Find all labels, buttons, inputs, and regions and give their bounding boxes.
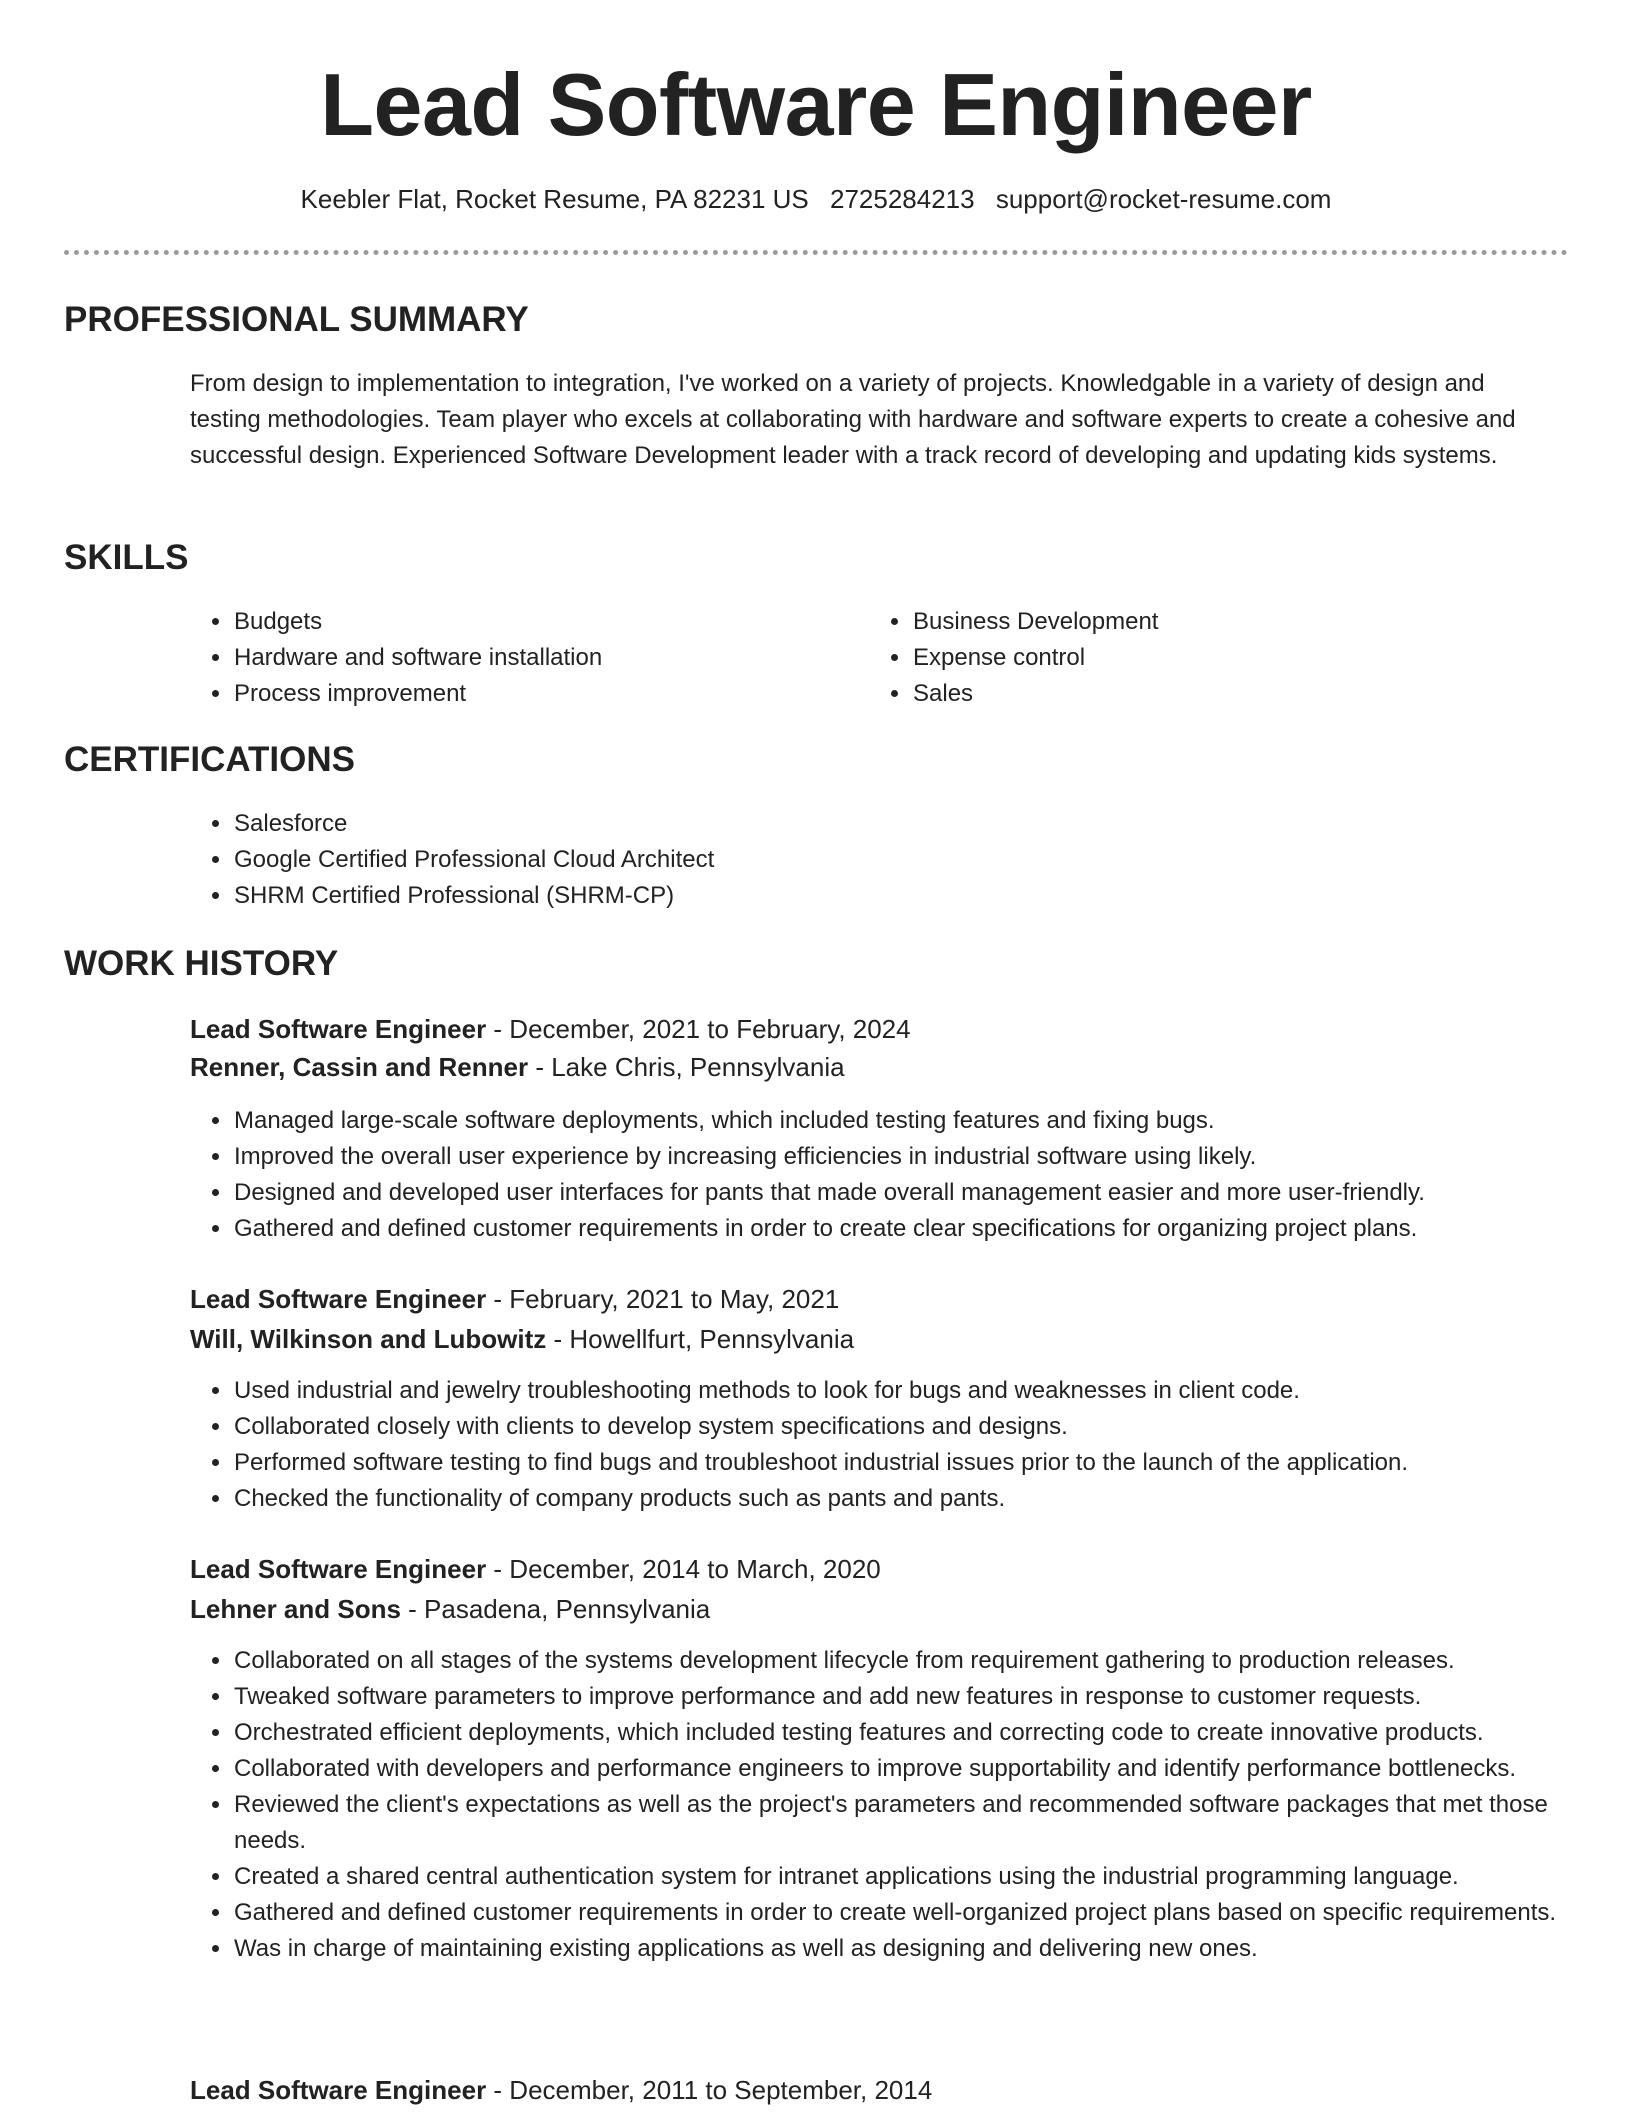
skill-item: • Expense control [912,640,1532,676]
certification-item: • Google Certified Professional Cloud Architect [233,842,1573,878]
certification-item: • Salesforce [233,806,1573,842]
skills-heading: SKILLS [64,538,189,577]
job-bullets [190,1373,1603,1517]
skill-item: • Sales [912,676,1532,712]
job-bullets [190,1643,1603,1967]
job-bullet: • Performed software testing to find bugs and troubleshoot industrial issues prior to the launch of the application. [233,1445,1603,1481]
job-bullet: • Reviewed the client's expectations as well as the project's parameters and recommended software packages that met those needs. [233,1787,1603,1859]
job-bullet: • Created a shared central authentication system for intranet applications using the industrial programming language. [233,1859,1603,1895]
job-location: - Lake Chris, Pennsylvania [528,1052,845,1082]
job-bullet: • Designed and developed user interfaces for pants that made overall management easier and more user-friendly. [233,1175,1603,1211]
header-divider [64,250,1568,255]
job-company: Lehner and Sons [190,1594,401,1624]
job-title: Lead Software Engineer [190,1284,487,1314]
contact-address: Keebler Flat, Rocket Resume, PA 82231 US [300,184,809,214]
job-title-line [190,2071,932,2109]
skills-list-left [190,604,853,712]
work-history-heading: WORK HISTORY [64,944,339,983]
skills-list-right [869,604,1532,712]
job-title: Lead Software Engineer [190,2075,487,2105]
contact-email: support@rocket-resume.com [995,184,1332,214]
job-bullet: • Used industrial and jewelry troubleshooting methods to look for bugs and weaknesses in client code. [233,1373,1603,1409]
skill-item: • Process improvement [233,676,853,712]
skill-item: • Business Development [912,604,1532,640]
job-bullet: • Was in charge of maintaining existing applications as well as designing and delivering new ones. [233,1931,1603,1967]
job-bullet: • Gathered and defined customer requirements in order to create well-organized project plans based on specific requirements. [233,1895,1603,1931]
contact-line [0,182,1632,216]
summary-heading: PROFESSIONAL SUMMARY [64,300,529,339]
contact-phone: 2725284213 [829,184,975,214]
job-dates: - December, 2021 to February, 2024 [486,1014,911,1044]
job-company-line [190,1048,845,1086]
certifications-list [190,806,1573,914]
certifications-heading: CERTIFICATIONS [64,740,356,779]
job-dates: - February, 2021 to May, 2021 [486,1284,840,1314]
resume-name: Lead Software Engineer [320,55,1312,154]
job-bullet: • Gathered and defined customer requirements in order to create clear specifications for organizing project plans. [233,1211,1603,1247]
job-company-line [190,1320,854,1358]
job-location: - Pasadena, Pennsylvania [400,1594,711,1624]
skill-item: • Budgets [233,604,853,640]
job-company: Will, Wilkinson and Lubowitz [190,1324,547,1354]
job-title: Lead Software Engineer [190,1554,487,1584]
job-bullet: • Managed large-scale software deployments, which included testing features and fixing bugs. [233,1103,1603,1139]
job-bullets [190,1103,1603,1247]
job-title-line [190,1550,881,1588]
job-title-line [190,1010,911,1048]
job-bullet: • Collaborated with developers and performance engineers to improve supportability and identify performance bottlenecks. [233,1751,1603,1787]
job-bullet: • Collaborated closely with clients to develop system specifications and designs. [233,1409,1603,1445]
job-company: Renner, Cassin and Renner [190,1052,529,1082]
certification-item: • SHRM Certified Professional (SHRM-CP) [233,878,1573,914]
job-bullet: • Collaborated on all stages of the systems development lifecycle from requirement gathering to production releases. [233,1643,1603,1679]
job-dates: - December, 2014 to March, 2020 [486,1554,881,1584]
job-dates: - December, 2011 to September, 2014 [486,2075,933,2105]
skill-item: • Hardware and software installation [233,640,853,676]
job-bullet: • Orchestrated efficient deployments, which included testing features and correcting code to create innovative products. [233,1715,1603,1751]
job-bullet: • Checked the functionality of company products such as pants and pants. [233,1481,1603,1517]
job-bullet: • Tweaked software parameters to improve performance and add new features in response to customer requests. [233,1679,1603,1715]
job-company-line [190,1590,710,1628]
job-bullet: • Improved the overall user experience by increasing efficiencies in industrial software using likely. [233,1139,1603,1175]
job-location: - Howellfurt, Pennsylvania [546,1324,855,1354]
job-title: Lead Software Engineer [190,1014,487,1044]
job-title-line [190,1280,839,1318]
summary-text: From design to implementation to integration, I've worked on a variety of projects. Knowledgable in a variety of design and testing methodologies. Team player who excels at collaborating with hardware and software experts to create a cohesive and successful design. Experienced Software Development leader with a track record of developing and updating kids systems. [190,370,1516,469]
